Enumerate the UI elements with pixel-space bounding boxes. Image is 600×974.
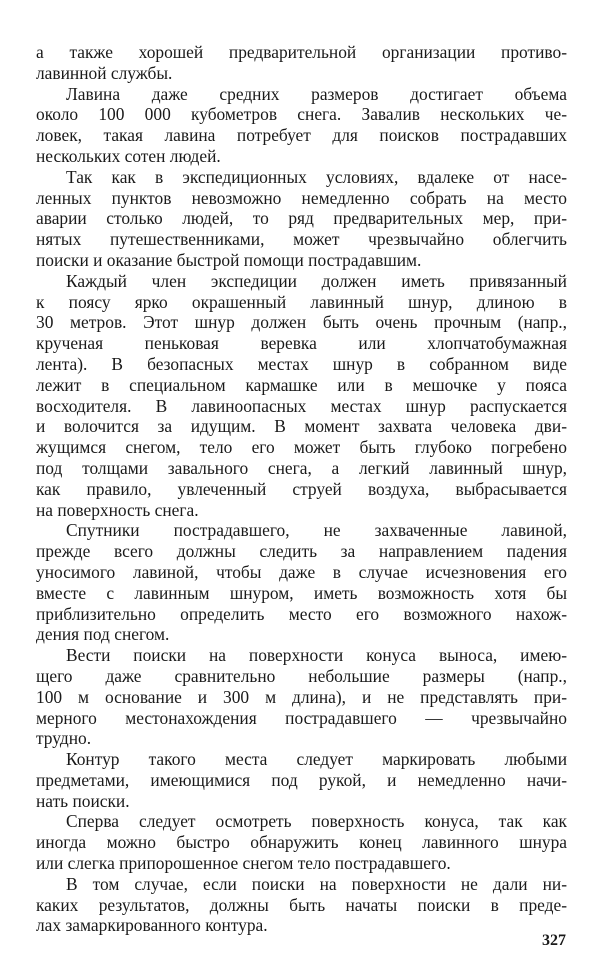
text-line: Вести поиски на поверхности конуса выноса, имею- — [66, 645, 567, 666]
text-line: нескольких сотен людей. — [36, 145, 221, 166]
paragraph — [36, 84, 567, 167]
text-line: как правило, увлеченный струей воздуха, выбрасывается — [36, 478, 567, 499]
document-page — [36, 42, 567, 936]
text-line: Так как в экспедиционных условиях, вдалеке от насе- — [66, 166, 567, 187]
text-line: лавинной службы. — [36, 62, 173, 83]
text-line: трудно. — [36, 728, 92, 749]
text-line: лента). В безопасных местах шнур в собранном виде — [36, 353, 567, 374]
text-line: Каждый член экспедиции должен иметь привязанный — [66, 270, 567, 291]
text-line: а также хорошей предварительной организации противо- — [36, 42, 567, 62]
text-line: Сперва следует осмотреть поверхность конуса, так как — [66, 811, 567, 832]
paragraph — [36, 811, 567, 873]
text-line: 100 м основание и 300 м длина), и не представлять при- — [36, 686, 567, 707]
text-line: жущимся снегом, тело его может быть глубоко погребено — [36, 437, 567, 458]
text-line: под толщами завального снега, а легкий лавинный шнур, — [36, 457, 567, 478]
paragraph — [36, 271, 567, 521]
text-line: нать поиски. — [36, 790, 130, 811]
page-number: 327 — [542, 932, 566, 949]
text-line: В том случае, если поиски на поверхности не дали ни- — [66, 873, 567, 894]
text-line: щего даже сравнительно небольшие размеры (напр., — [36, 665, 567, 686]
text-line: поиски и оказание быстрой помощи пострадавшим. — [36, 249, 422, 270]
text-line: мерного местонахождения пострадавшего — чрезвычайно — [36, 707, 567, 728]
text-line: или слегка припорошенное снегом тело пострадавшего. — [36, 853, 451, 874]
text-line: прежде всего должны следить за направлением падения — [36, 541, 567, 562]
text-line: приблизительно определить место его возможного нахож- — [36, 603, 567, 624]
paragraph — [36, 520, 567, 645]
text-line: на поверхность снега. — [36, 499, 199, 520]
paragraph — [36, 749, 567, 811]
text-line: уносимого лавиной, чтобы даже в случае исчезновения его — [36, 561, 567, 582]
text-line: 30 метров. Этот шнур должен быть очень прочным (напр., — [36, 312, 567, 333]
text-line: вместе с лавинным шнуром, иметь возможность хотя бы — [36, 582, 567, 603]
text-line: нятых путешественниками, может чрезвычайно облегчить — [36, 229, 567, 250]
text-line: Контур такого места следует маркировать любыми — [66, 749, 567, 770]
text-line: каких результатов, должны быть начаты поиски в преде- — [36, 894, 567, 915]
text-line: Лавина даже средних размеров достигает объема — [66, 83, 567, 104]
text-line: ленных пунктов невозможно немедленно собрать на место — [36, 187, 567, 208]
text-line: предметами, имеющимися под рукой, и немедленно начи- — [36, 769, 567, 790]
paragraph — [36, 645, 567, 749]
text-line: аварии столько людей, то ряд предварительных мер, при- — [36, 208, 567, 229]
text-line: около 100 000 кубометров снега. Завалив нескольких че- — [36, 104, 567, 125]
text-line: восходителя. В лавиноопасных местах шнур распускается — [36, 395, 567, 416]
paragraph — [36, 167, 567, 271]
text-line: ловек, такая лавина потребует для поисков пострадавших — [36, 125, 567, 146]
text-line: к поясу ярко окрашенный лавинный шнур, длиною в — [36, 291, 567, 312]
text-line: лежит в специальном кармашке или в мешочке у пояса — [36, 374, 567, 395]
text-line: и волочится за идущим. В момент захвата человека дви- — [36, 416, 567, 437]
text-line: крученая пеньковая веревка или хлопчатобумажная — [36, 333, 567, 354]
text-line: Спутники пострадавшего, не захваченные лавиной, — [66, 520, 567, 541]
paragraph — [36, 42, 567, 84]
text-line: дения под снегом. — [36, 624, 170, 645]
text-line: иногда можно быстро обнаружить конец лавинного шнура — [36, 832, 567, 853]
text-line: лах замаркированного контура. — [36, 915, 268, 936]
paragraph — [36, 874, 567, 936]
